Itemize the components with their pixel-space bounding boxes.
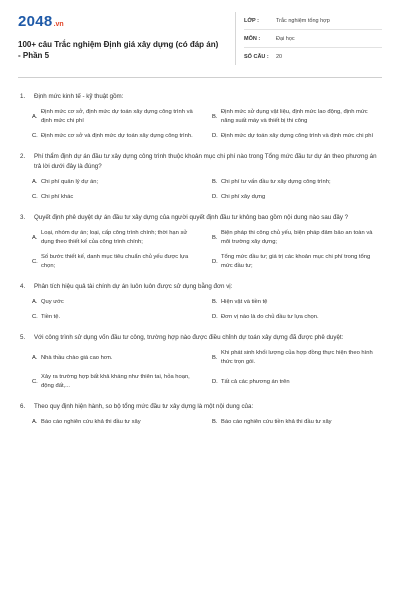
option-key: C. [32, 314, 38, 320]
answer-option[interactable] [212, 108, 380, 126]
answer-option[interactable] [32, 418, 200, 427]
question-item [20, 402, 380, 427]
option-key: C. [32, 133, 38, 139]
meta-row [244, 48, 382, 65]
answer-option[interactable] [32, 373, 200, 391]
option-text: Định mức sử dụng vật liệu, định mức lao động, định mức năng suất máy và thiết bị thi công [221, 109, 368, 124]
option-text: Chi phí quản lý dự án; [41, 179, 99, 185]
option-key: D. [212, 378, 218, 385]
question-item [20, 282, 380, 322]
question-number: 4. [20, 283, 26, 290]
answer-option[interactable] [212, 193, 380, 202]
option-text: Định mức cơ sở và định mức dự toán xây dựng công trình. [41, 133, 193, 139]
question-header [20, 282, 380, 292]
option-text: Khi phát sinh khối lượng của hợp đồng thực hiện theo hình thức trọn gói. [221, 350, 373, 365]
question-number: 5. [20, 334, 26, 341]
option-text: Xảy ra trường hợp bất khả kháng như thiên tai, hỏa hoạn, động đất,... [41, 374, 190, 389]
meta-info-box [235, 12, 382, 65]
question-header [20, 213, 380, 223]
option-key: D. [212, 194, 218, 200]
option-key: A. [32, 419, 38, 425]
option-text: Hiện vật và tiền tệ [221, 299, 268, 305]
answer-option[interactable] [32, 132, 200, 141]
question-number: 2. [20, 153, 26, 160]
answer-option[interactable] [212, 313, 380, 322]
answer-option[interactable] [212, 373, 380, 391]
question-text: Phân tích hiệu quả tài chính dự án luôn luôn được sử dụng bằng đơn vị: [34, 283, 233, 290]
question-number: 1. [20, 93, 26, 100]
meta-value: Đại học [276, 35, 295, 42]
answer-option[interactable] [32, 178, 200, 187]
question-text: Theo quy định hiện hành, so bộ tổng mức đầu tư xây dựng là một nội dung của: [34, 403, 254, 410]
answer-option[interactable] [212, 418, 380, 427]
meta-row [244, 30, 382, 48]
question-header [20, 333, 380, 343]
option-key: C. [32, 258, 38, 265]
meta-value: 20 [276, 53, 283, 60]
site-logo[interactable] [18, 13, 64, 30]
option-text: Biện pháp thi công chủ yếu, biện pháp đảm bảo an toàn và môi trường xây dựng; [221, 230, 373, 245]
option-key: C. [32, 194, 38, 200]
option-key: D. [212, 258, 218, 265]
answer-options [20, 108, 380, 141]
option-text: Tổng mức đầu tư; giá trị các khoản mục chi phí trong tổng mức đầu tư; [221, 254, 371, 269]
option-key: B. [212, 354, 218, 361]
option-key: B. [212, 299, 218, 305]
answer-option[interactable] [212, 178, 380, 187]
meta-label: MÔN : [244, 35, 261, 42]
document-header [18, 10, 382, 65]
question-item [20, 213, 380, 271]
option-key: B. [212, 113, 218, 120]
option-key: A. [32, 179, 38, 185]
answer-option[interactable] [212, 132, 380, 141]
option-key: B. [212, 179, 218, 185]
option-text: Chi phí tư vấn đầu tư xây dựng công trình; [221, 179, 331, 185]
question-item [20, 92, 380, 141]
answer-option[interactable] [32, 298, 200, 307]
question-text: Định mức kinh tế - kỹ thuật gồm: [34, 93, 124, 100]
question-header [20, 92, 380, 102]
answer-option[interactable] [212, 298, 380, 307]
option-key: A. [32, 299, 38, 305]
option-text: Quy ước [41, 299, 64, 305]
answer-options [20, 298, 380, 322]
header-divider [18, 77, 382, 78]
question-item [20, 333, 380, 391]
option-text: Báo cáo nghiên cứu tiền khả thi đầu tư xây [221, 419, 332, 425]
answer-option[interactable] [32, 229, 200, 247]
option-key: D. [212, 314, 218, 320]
answer-options [20, 349, 380, 391]
option-text: Định mức cơ sở, định mức dự toán xây dựng công trình và định mức chi phí [41, 109, 193, 124]
answer-options [20, 229, 380, 271]
question-list [18, 92, 382, 427]
question-number: 3. [20, 214, 26, 221]
answer-option[interactable] [32, 108, 200, 126]
option-key: A. [32, 354, 38, 361]
option-key: A. [32, 234, 38, 241]
answer-option[interactable] [212, 349, 380, 367]
option-text: Tất cả các phương án trên [221, 378, 290, 385]
answer-option[interactable] [212, 229, 380, 247]
option-text: Báo cáo nghiên cứu khả thi đầu tư xây [41, 419, 141, 425]
question-number: 6. [20, 403, 26, 410]
answer-option[interactable] [32, 193, 200, 202]
question-text: Quyết định phê duyệt dự án đầu tư xây dựng của người quyết định đầu tư không bao gồm nội dung nào sau đây ? [34, 214, 349, 221]
answer-option[interactable] [32, 253, 200, 271]
option-text: Số bước thiết kế, danh mục tiêu chuẩn chủ yếu được lựa chọn; [41, 254, 189, 269]
meta-label: SỐ CÂU : [244, 53, 269, 60]
question-text: Phí thẩm định dự án đầu tư xây dựng công trình thuộc khoản mục chi phí nào trong Tổng mức đầu tư dự án theo phương án trả lời dưới đây là đúng? [34, 153, 377, 170]
answer-options [20, 178, 380, 202]
question-header [20, 402, 380, 412]
question-text: Với công trình sử dụng vốn đầu tư công, trường hợp nào được điều chỉnh dự toán xây dựng đã được phê duyệt: [34, 334, 344, 341]
meta-label: LỚP : [244, 17, 259, 24]
logo-main-text: 2048 [18, 13, 53, 30]
option-text: Nhà thầu chào giá cao hơn. [41, 354, 113, 361]
option-key: C. [32, 378, 38, 385]
option-text: Chi phí khác [41, 194, 74, 200]
answer-option[interactable] [212, 253, 380, 271]
option-key: D. [212, 133, 218, 139]
option-key: A. [32, 113, 38, 120]
answer-option[interactable] [32, 313, 200, 322]
logo-sub-text: .vn [53, 21, 64, 28]
meta-row [244, 12, 382, 30]
page-title: 100+ câu Trắc nghiệm Định giá xây dựng (có đáp án) - Phần 5 [18, 40, 219, 60]
option-key: B. [212, 234, 218, 241]
option-text: Định mức dự toán xây dựng công trình và định mức chi phí [221, 133, 374, 139]
header-left [18, 10, 223, 61]
option-text: Chi phí xây dựng [221, 194, 266, 200]
option-text: Đơn vị nào là do chủ đầu tư lựa chọn. [221, 314, 319, 320]
meta-value: Trắc nghiệm tổng hợp [276, 17, 330, 24]
option-key: B. [212, 419, 218, 425]
question-item [20, 152, 380, 202]
option-text: Loại, nhóm dự án; loại, cấp công trình chính; thời hạn sử dụng theo thiết kế của công trình chính; [41, 230, 188, 245]
answer-option[interactable] [32, 349, 200, 367]
answer-options [20, 418, 380, 427]
question-header [20, 152, 380, 172]
option-text: Tiền tệ. [41, 314, 61, 320]
